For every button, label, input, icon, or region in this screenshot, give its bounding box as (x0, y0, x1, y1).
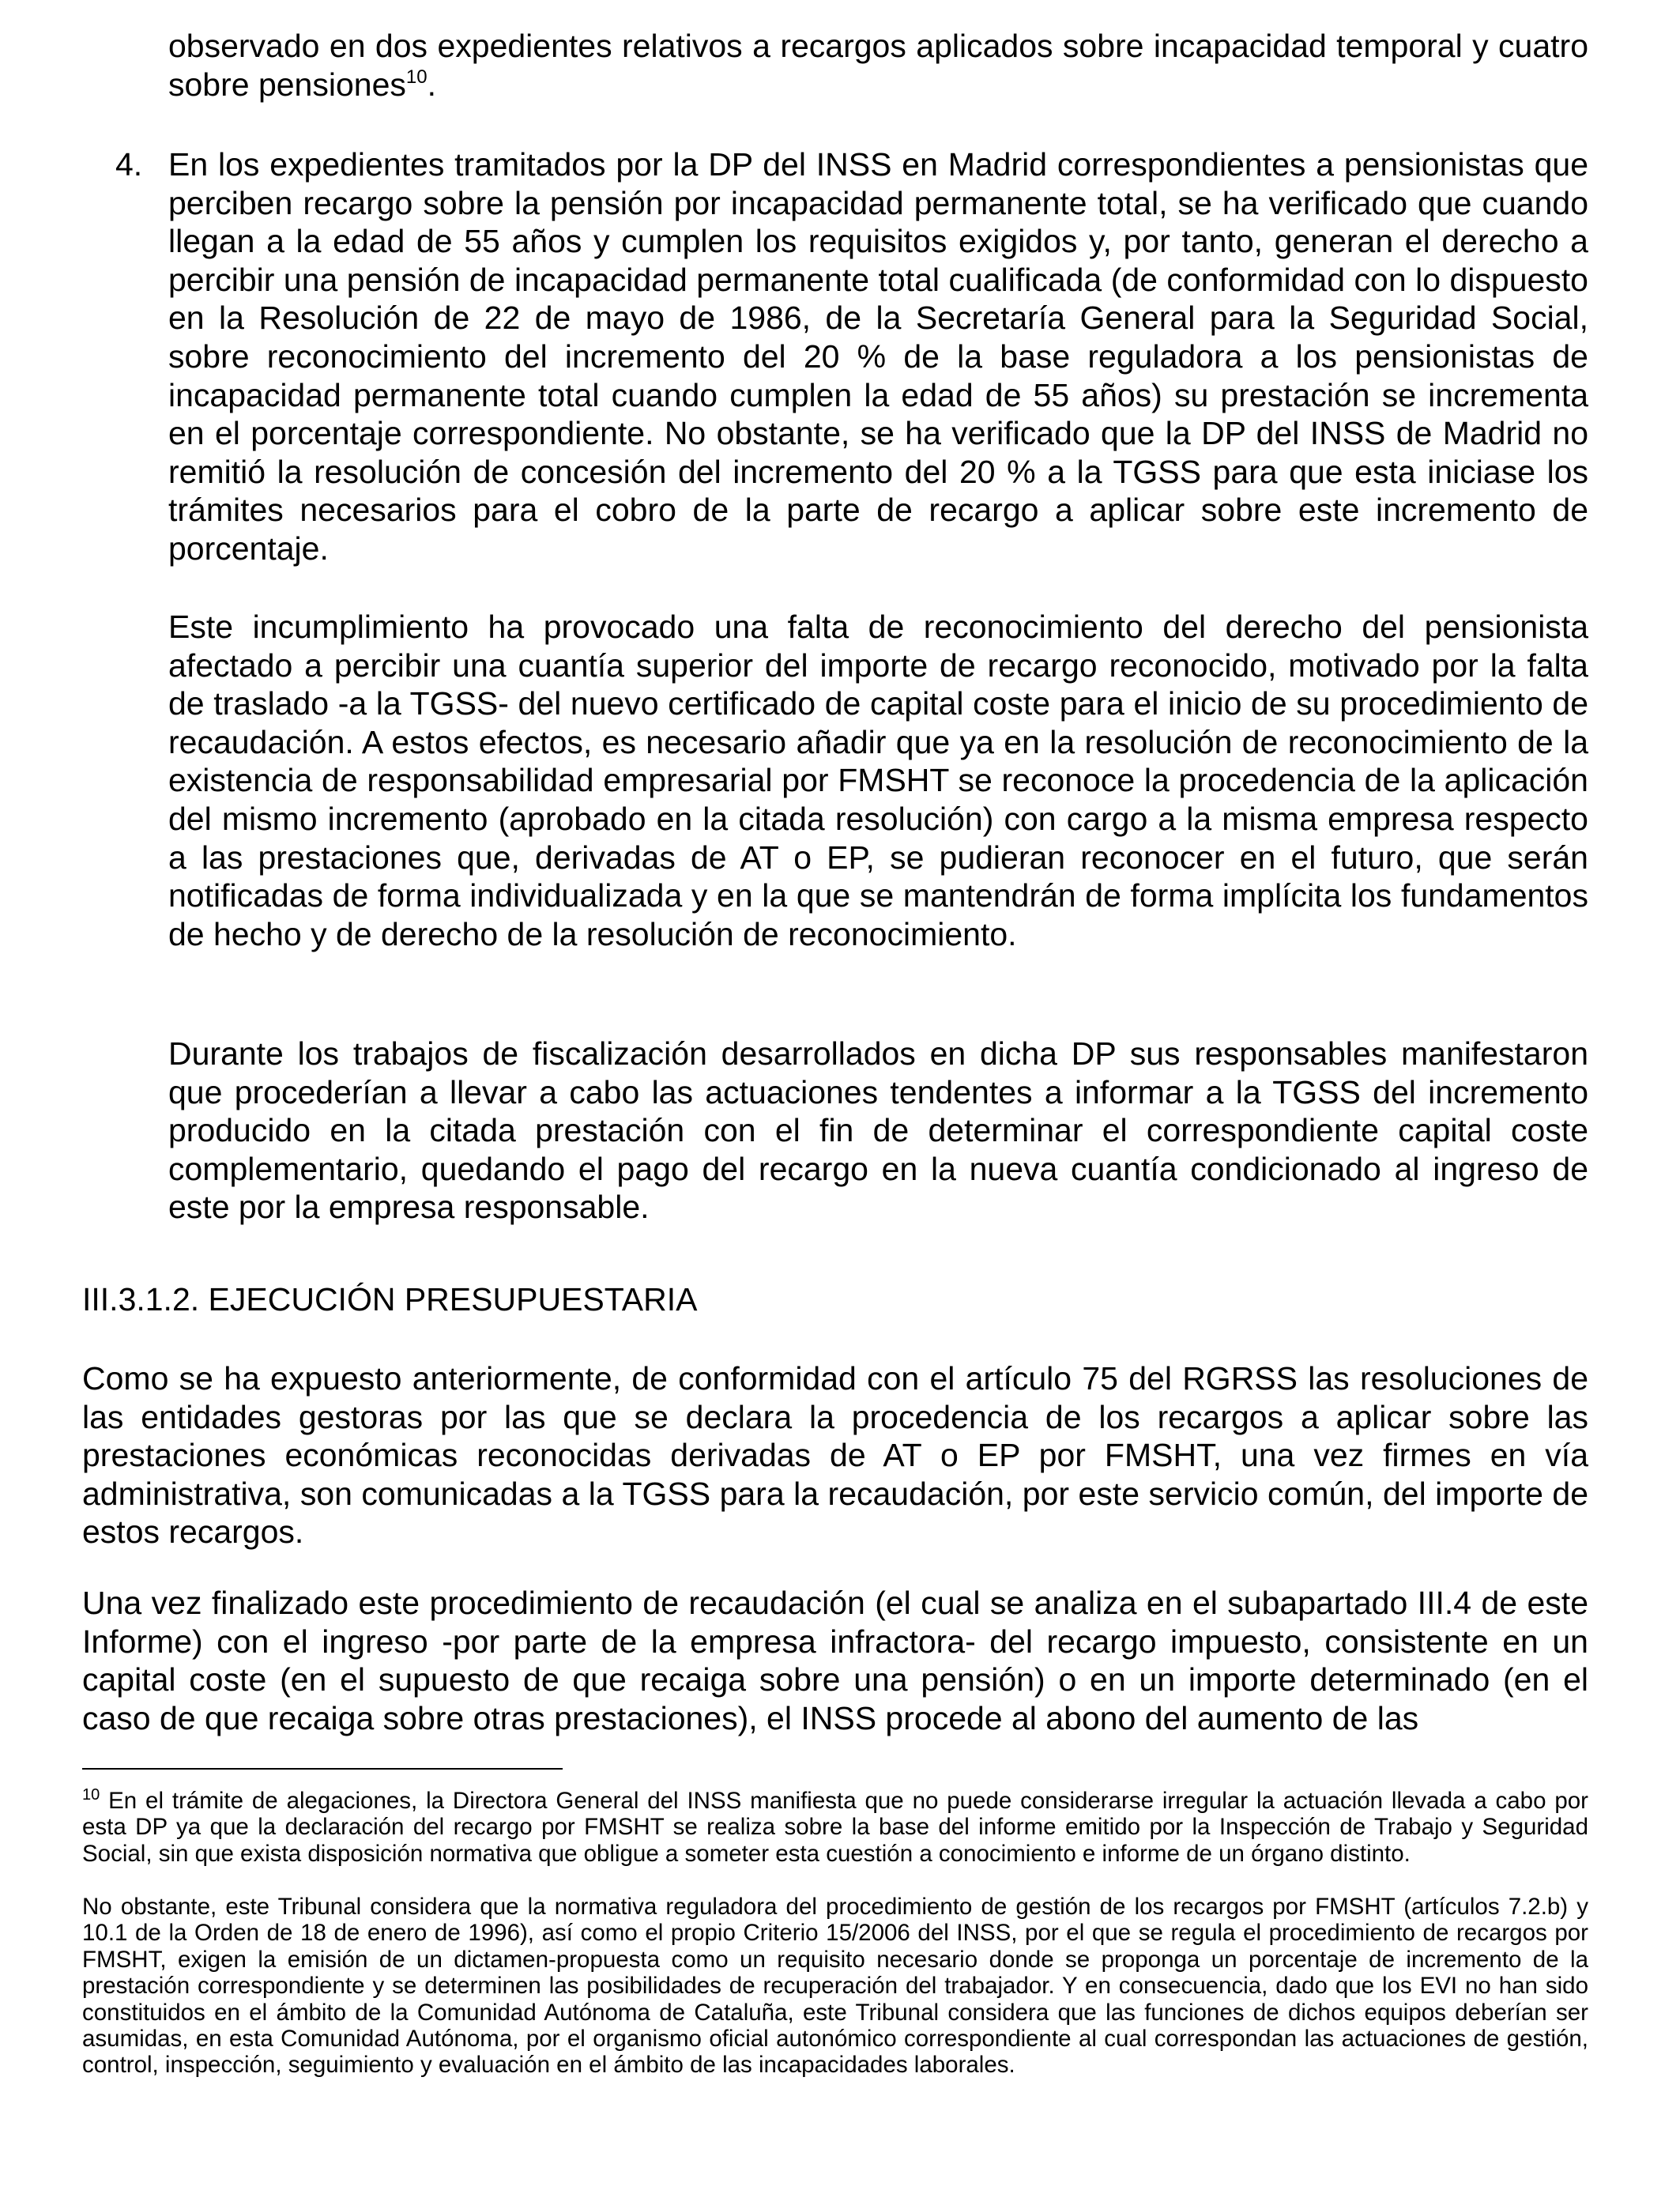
footnote-number: 10 (82, 1786, 100, 1804)
list-item-number: 4. (115, 146, 143, 183)
paragraph-text: observado en dos expedientes relativos a recargos aplicados sobre incapacidad temporal y cuatro sobre pensiones (168, 28, 1588, 103)
paragraph-incumplimiento: Este incumplimiento ha provocado una falta de reconocimiento del derecho del pensionista afectado a percibir una cuantía superior del importe de recargo reconocido, motivado por la falta de traslado -a la TGSS- del nuevo certificado de capital coste para el inicio de su procedimiento de recaudación. A estos efectos, es necesario añadir que ya en la resolución de reconocimiento de la existencia de responsabilidad empresarial por FMSHT se reconoce la procedencia de la aplicación del mismo incremento (aprobado en la citada resolución) con cargo a la misma empresa respecto a las prestaciones que, derivadas de AT o EP, se pudieran reconocer en el futuro, que serán notificadas de forma individualizada y en la que se mantendrán de forma implícita los fundamentos de hecho y de derecho de la resolución de reconocimiento. (168, 609, 1588, 952)
section-heading: III.3.1.2. EJECUCIÓN PRESUPUESTARIA (82, 1281, 698, 1318)
footnote-paragraph-2: No obstante, este Tribunal considera que la normativa reguladora del procedimiento de gestión de los recargos por FMSHT (artículos 7.2.b) y 10.1 de la Orden de 18 de enero de 1996), así como el propio Criterio 15/2006 del INSS, por el que se regula el procedimiento de recargos por FMSHT, exigen la emisión de un dictamen-propuesta como un requisito necesario donde se proponga un porcentaje de incremento de la prestación correspondiente y se determinen las posibilidades de recuperación del trabajador. Y en consecuencia, dado que los EVI no han sido constituidos en el ámbito de la Comunidad Autónoma de Cataluña, este Tribunal considera que las funciones de dichos equipos deberían ser asumidas, en esta Comunidad Autónoma, por el organismo oficial autonómico correspondiente al cual correspondan las actuaciones de gestión, control, inspección, seguimiento y evaluación en el ámbito de las incapacidades laborales. (82, 1894, 1588, 2079)
paragraph-rgrss: Como se ha expuesto anteriormente, de conformidad con el artículo 75 del RGRSS las resoluciones de las entidades gestoras por las que se declara la procedencia de los recargos a aplicar sobre las prestaciones económicas reconocidas derivadas de AT o EP por FMSHT, una vez firmes en vía administrativa, son comunicadas a la TGSS para la recaudación, por este servicio común, del importe de estos recargos. (82, 1360, 1588, 1551)
footnote-reference[interactable]: 10 (405, 66, 428, 88)
footnote-separator (82, 1768, 563, 1770)
paragraph-end: . (427, 66, 436, 103)
footnote-text: En el trámite de alegaciones, la Directora General del INSS manifiesta que no puede considerarse irregular la actuación llevada a cabo por esta DP ya que la declaración del recargo por FMSHT se realiza sobre la base del informe emitido por la Inspección de Trabajo y Seguridad Social, sin que exista disposición normativa que obligue a someter esta cuestión a conocimiento e informe de un órgano distinto. (82, 1788, 1588, 1867)
footnote-paragraph-1 (82, 1788, 1588, 1867)
paragraph-fiscalizacion: Durante los trabajos de fiscalización desarrollados en dicha DP sus responsables manifestaron que procederían a llevar a cabo las actuaciones tendentes a informar a la TGSS del incremento producido en la citada prestación con el fin de determinar el correspondiente capital coste complementario, quedando el pago del recargo en la nueva cuantía condicionado al ingreso de este por la empresa responsable. (168, 1035, 1588, 1226)
paragraph-recaudacion: Una vez finalizado este procedimiento de recaudación (el cual se analiza en el subapartado III.4 de este Informe) con el ingreso -por parte de la empresa infractora- del recargo impuesto, consistente en un capital coste (en el supuesto de que recaiga sobre una pensión) o en un importe determinado (en el caso de que recaiga sobre otras prestaciones), el INSS procede al abono del aumento de las (82, 1585, 1588, 1736)
paragraph-continuation (168, 27, 1588, 104)
list-item-4-text: En los expedientes tramitados por la DP del INSS en Madrid correspondientes a pensionistas que perciben recargo sobre la pensión por incapacidad permanente total, se ha verificado que cuando llegan a la edad de 55 años y cumplen los requisitos exigidos y, por tanto, generan el derecho a percibir una pensión de incapacidad permanente total cualificada (de conformidad con lo dispuesto en la Resolución de 22 de mayo de 1986, de la Secretaría General para la Seguridad Social, sobre reconocimiento del incremento del 20 % de la base reguladora a los pensionistas de incapacidad permanente total cuando cumplen la edad de 55 años) su prestación se incrementa en el porcentaje correspondiente. No obstante, se ha verificado que la DP del INSS de Madrid no remitió la resolución de concesión del incremento del 20 % a la TGSS para que esta iniciase los trámites necesarios para el cobro de la parte de recargo a aplicar sobre este incremento de porcentaje. (168, 146, 1588, 567)
